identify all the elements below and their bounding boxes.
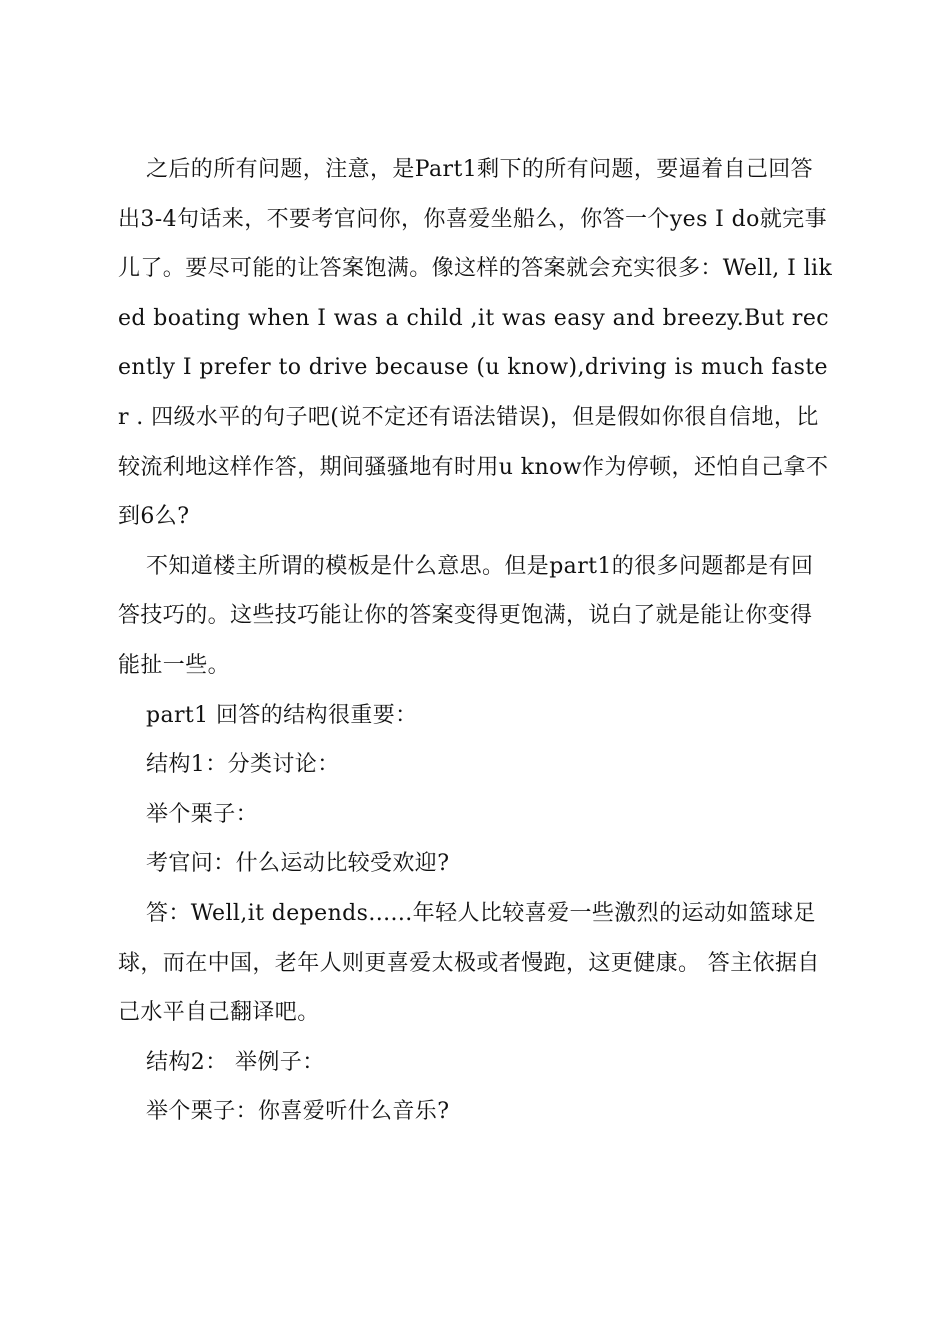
paragraph-sample-answer: 答：Well,it depends......年轻人比较喜爱一些激烈的运动如篮球足球，而在中国，老年人则更喜爱太极或者慢跑，这更健康。 答主依据自己水平自己翻译吧。 (118, 900, 820, 1026)
paragraph-part1-advice: 之后的所有问题，注意，是Part1剩下的所有问题，要逼着自己回答出3-4句话来，不要考官问你，你喜爱坐船么，你答一个yes I do就完事儿了。要尽可能的让答案饱满。像这样的答案就会充实很多：Well, I liked boating when I was a child ,it was easy and breezy.But recently I prefer to drive because (u know),driving is much faster . 四级水平的句子吧(说不定还有语法错误)，但是假如你很自信地，比较流利地这样作答，期间骚骚地有时用u know作为停顿，还怕自己拿不到6么? (118, 157, 833, 530)
paragraph-examiner-question: 考官问：什么运动比较受欢迎? (146, 851, 450, 877)
paragraph-example-label-1: 举个栗子： (146, 801, 259, 827)
document-body (118, 145, 834, 1137)
paragraph-structure-2: 结构2： 举例子： (146, 1049, 325, 1075)
paragraph-template-tips: 不知道楼主所谓的模板是什么意思。但是part1的很多问题都是有回答技巧的。这些技巧能让你的答案变得更饱满，说白了就是能让你变得能扯一些。 (118, 553, 814, 678)
paragraph-example-music: 举个栗子：你喜爱听什么音乐? (146, 1099, 450, 1125)
paragraph-structure-heading: part1 回答的结构很重要： (146, 702, 418, 728)
paragraph-structure-1: 结构1：分类讨论： (146, 752, 340, 778)
